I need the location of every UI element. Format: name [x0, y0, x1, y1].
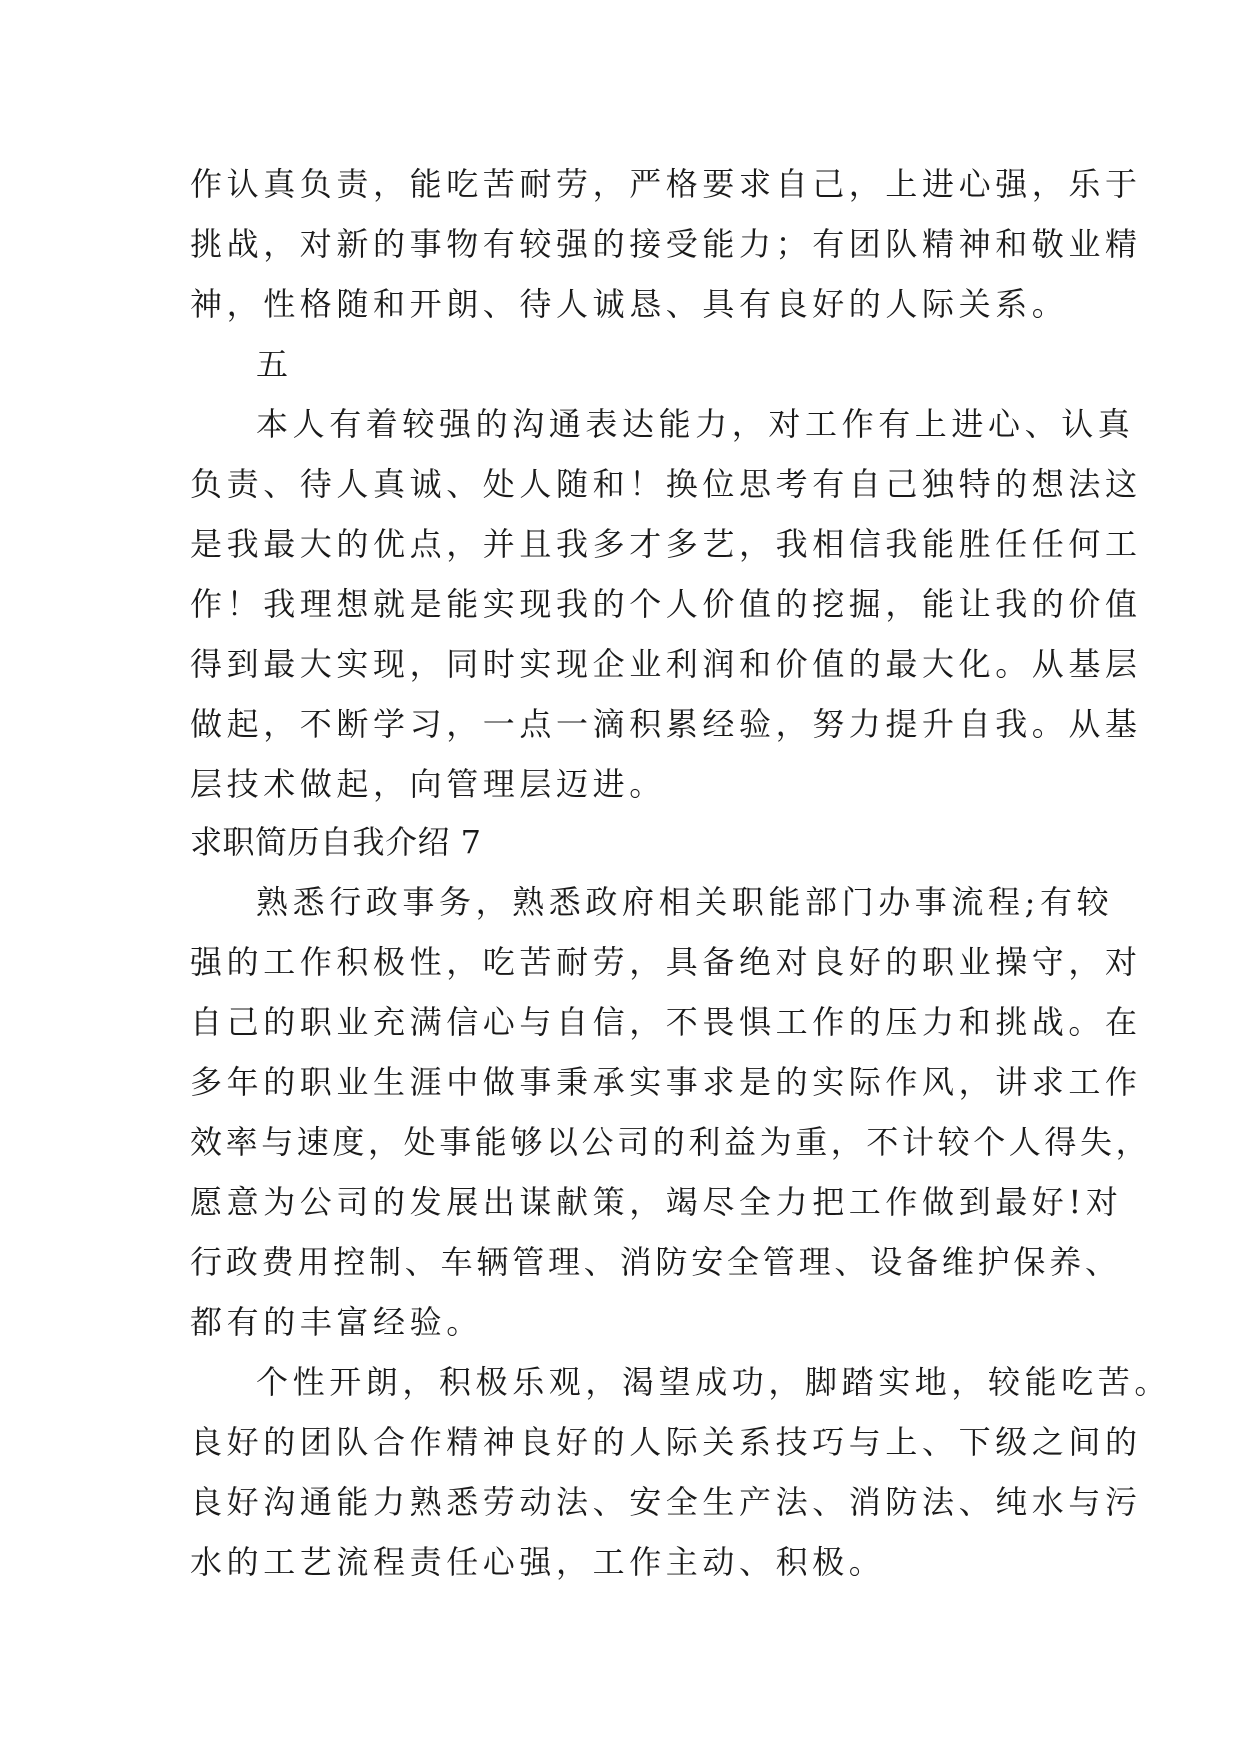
paragraph-line: 都有的丰富经验。 — [190, 1303, 483, 1341]
paragraph-line: 多年的职业生涯中做事秉承实事求是的实际作风，讲求工作 — [190, 1063, 1142, 1101]
paragraph-line: 层技术做起，向管理层迈进。 — [190, 765, 666, 803]
paragraph-line: 强的工作积极性，吃苦耐劳，具备绝对良好的职业操守，对 — [190, 943, 1142, 981]
paragraph-line: 熟悉行政事务，熟悉政府相关职能部门办事流程;有较 — [256, 883, 1114, 921]
paragraph-line: 是我最大的优点，并且我多才多艺，我相信我能胜任任何工 — [190, 525, 1142, 563]
paragraph-line: 作！我理想就是能实现我的个人价值的挖掘，能让我的价值 — [190, 585, 1142, 623]
paragraph-line: 良好沟通能力熟悉劳动法、安全生产法、消防法、纯水与污 — [190, 1483, 1142, 1521]
paragraph-line: 作认真负责，能吃苦耐劳，严格要求自己，上进心强，乐于 — [190, 165, 1142, 203]
paragraph-line: 愿意为公司的发展出谋献策，竭尽全力把工作做到最好!对 — [190, 1183, 1123, 1221]
paragraph-line: 效率与速度，处事能够以公司的利益为重，不计较个人得失， — [190, 1123, 1152, 1161]
section-number: 五 — [256, 345, 293, 383]
section-heading: 求职简历自我介绍 7 — [190, 823, 482, 861]
paragraph-line: 负责、待人真诚、处人随和！换位思考有自己独特的想法这 — [190, 465, 1142, 503]
paragraph-line: 自己的职业充满信心与自信，不畏惧工作的压力和挑战。在 — [190, 1003, 1142, 1041]
paragraph-line: 做起，不断学习，一点一滴积累经验，努力提升自我。从基 — [190, 705, 1142, 743]
paragraph-line: 神，性格随和开朗、待人诚恳、具有良好的人际关系。 — [190, 285, 1069, 323]
paragraph-line: 良好的团队合作精神良好的人际关系技巧与上、下级之间的 — [190, 1423, 1142, 1461]
paragraph-line: 个性开朗，积极乐观，渴望成功，脚踏实地，较能吃苦。 — [256, 1363, 1172, 1401]
paragraph-line: 得到最大实现，同时实现企业利润和价值的最大化。从基层 — [190, 645, 1142, 683]
paragraph-line: 行政费用控制、车辆管理、消防安全管理、设备维护保养、 — [190, 1243, 1121, 1281]
paragraph-line: 挑战，对新的事物有较强的接受能力；有团队精神和敬业精 — [190, 225, 1142, 263]
paragraph-line: 本人有着较强的沟通表达能力，对工作有上进心、认真 — [256, 405, 1135, 443]
paragraph-line: 水的工艺流程责任心强，工作主动、积极。 — [190, 1543, 886, 1581]
